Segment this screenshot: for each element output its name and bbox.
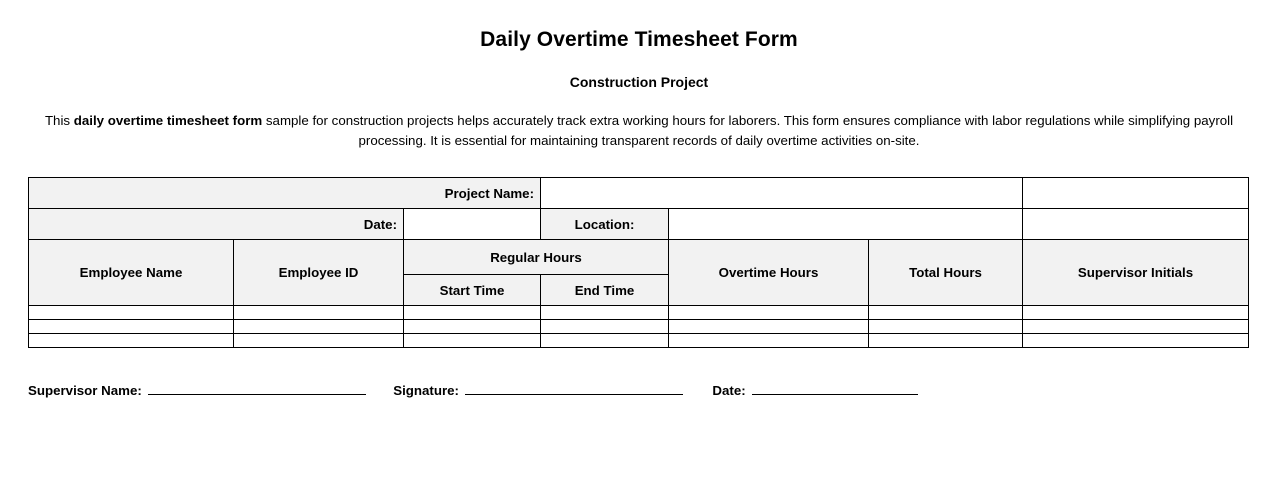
- project-name-row-spacer: [1023, 178, 1249, 209]
- cell-employee-id[interactable]: [234, 320, 404, 334]
- intro-rest: sample for construction projects helps accurately track extra working hours for laborers. This form ensures compliance with labor regulations while simplifying payroll processing. It is essential for maintaining transparent records of daily overtime activities on-site.: [262, 113, 1234, 148]
- column-header-employee-id: Employee ID: [234, 240, 404, 306]
- intro-bold-phrase: daily overtime timesheet form: [73, 113, 263, 128]
- page-subtitle: Construction Project: [569, 74, 709, 90]
- signature-strip: [0, 348, 1278, 398]
- signature-date-label: Date:: [712, 383, 746, 398]
- cell-employee-name[interactable]: [29, 320, 234, 334]
- intro-lead: This: [44, 113, 74, 128]
- supervisor-name-group: [28, 381, 366, 398]
- date-location-row: [29, 209, 1249, 240]
- column-header-overtime-hours: Overtime Hours: [669, 240, 869, 306]
- cell-total-hours[interactable]: [869, 320, 1023, 334]
- column-header-regular-hours: Regular Hours: [404, 240, 669, 275]
- cell-overtime-hours[interactable]: [669, 334, 869, 348]
- cell-start-time[interactable]: [404, 320, 541, 334]
- date-field[interactable]: [404, 209, 541, 240]
- column-header-employee-name: Employee Name: [29, 240, 234, 306]
- cell-supervisor-initials[interactable]: [1023, 306, 1249, 320]
- timesheet-table-container: [0, 151, 1278, 348]
- cell-end-time[interactable]: [541, 334, 669, 348]
- table-row: [29, 334, 1249, 348]
- cell-end-time[interactable]: [541, 306, 669, 320]
- supervisor-name-label: Supervisor Name:: [28, 383, 142, 398]
- page-title: Daily Overtime Timesheet Form: [480, 28, 798, 51]
- signature-date-input[interactable]: [752, 381, 918, 395]
- date-label: Date:: [29, 209, 404, 240]
- location-field[interactable]: [669, 209, 1023, 240]
- cell-employee-id[interactable]: [234, 306, 404, 320]
- cell-overtime-hours[interactable]: [669, 306, 869, 320]
- timesheet-table: [28, 177, 1249, 348]
- signature-input[interactable]: [465, 381, 683, 395]
- project-name-row: [29, 178, 1249, 209]
- date-location-row-spacer: [1023, 209, 1249, 240]
- cell-overtime-hours[interactable]: [669, 320, 869, 334]
- project-name-label: Project Name:: [29, 178, 541, 209]
- cell-supervisor-initials[interactable]: [1023, 320, 1249, 334]
- table-row: [29, 320, 1249, 334]
- column-header-start-time: Start Time: [404, 275, 541, 306]
- supervisor-name-input[interactable]: [148, 381, 366, 395]
- signature-label: Signature:: [393, 383, 459, 398]
- cell-end-time[interactable]: [541, 320, 669, 334]
- column-header-end-time: End Time: [541, 275, 669, 306]
- table-row: [29, 306, 1249, 320]
- cell-employee-name[interactable]: [29, 334, 234, 348]
- cell-total-hours[interactable]: [869, 306, 1023, 320]
- signature-date-group: [712, 381, 917, 398]
- cell-supervisor-initials[interactable]: [1023, 334, 1249, 348]
- cell-employee-name[interactable]: [29, 306, 234, 320]
- cell-employee-id[interactable]: [234, 334, 404, 348]
- table-header-row-primary: [29, 240, 1249, 275]
- project-name-field[interactable]: [541, 178, 1023, 209]
- location-label: Location:: [541, 209, 669, 240]
- column-header-total-hours: Total Hours: [869, 240, 1023, 306]
- cell-start-time[interactable]: [404, 306, 541, 320]
- signature-group: [393, 381, 683, 398]
- intro-paragraph: [41, 90, 1237, 151]
- column-header-supervisor-initials: Supervisor Initials: [1023, 240, 1249, 306]
- cell-start-time[interactable]: [404, 334, 541, 348]
- cell-total-hours[interactable]: [869, 334, 1023, 348]
